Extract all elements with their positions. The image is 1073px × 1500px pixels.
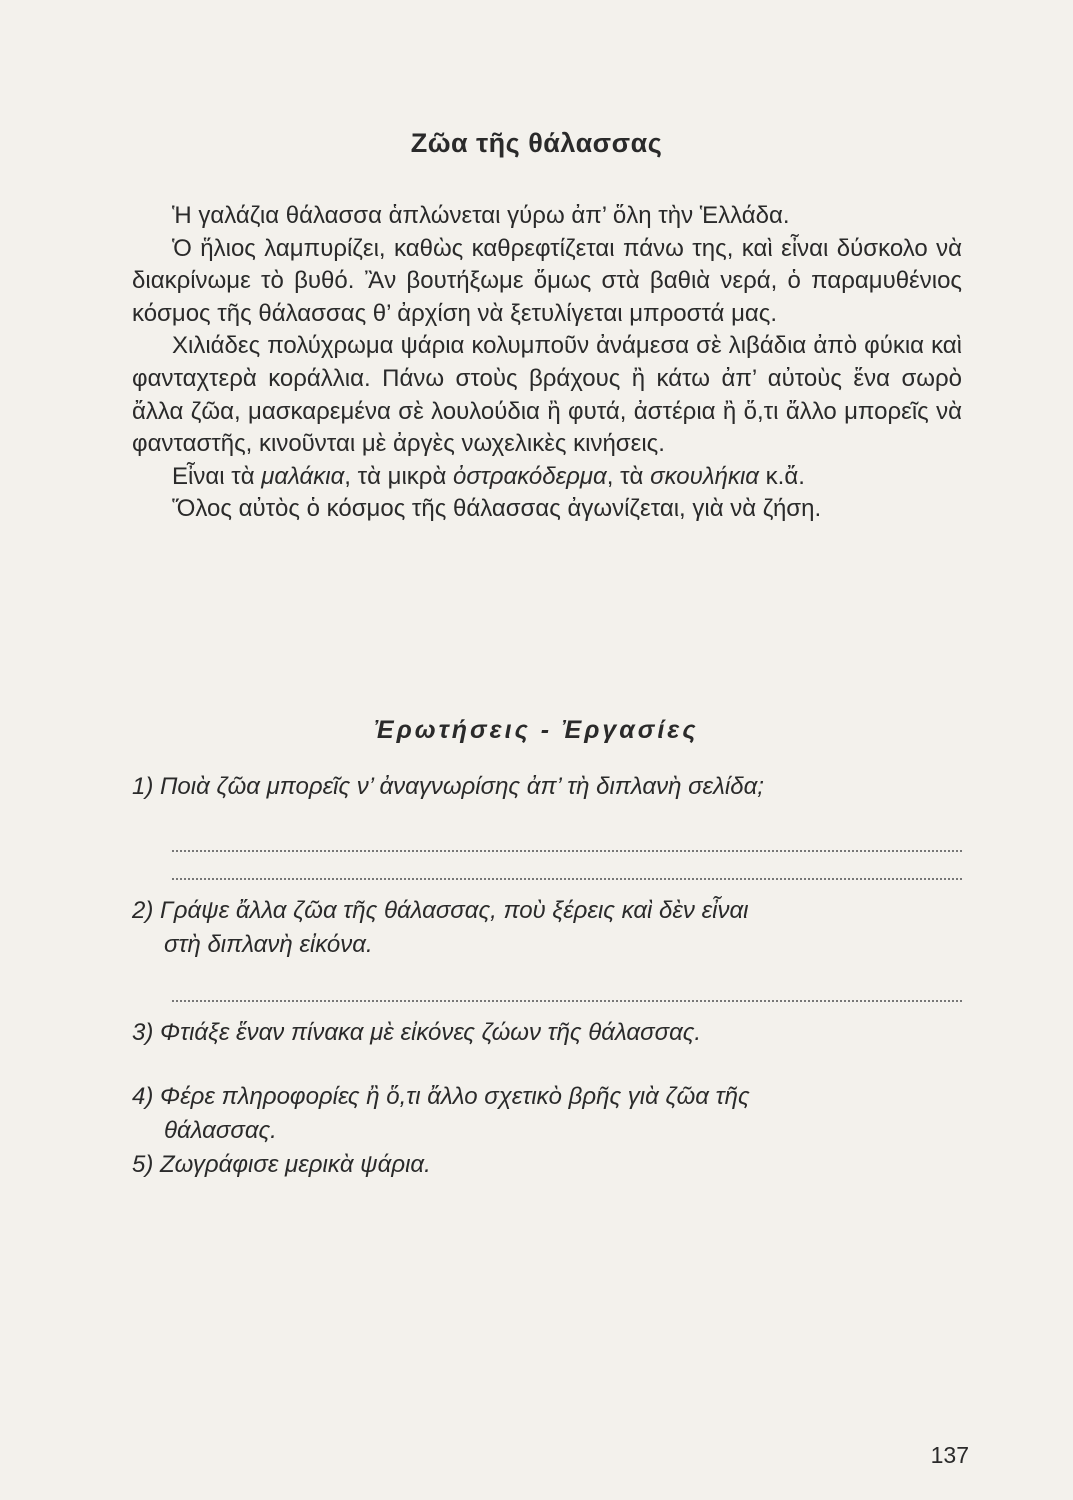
paragraph-3: Χιλιάδες πολύχρωμα ψάρια κολυμποῦν ἀνάμεσα σὲ λιβάδια ἀπὸ φύκια καὶ φανταχτερὰ κοράλλια. Πάνω στοὺς βράχους ἢ κάτω ἀπ’ αὐτοὺς ἕνα σωρὸ ἄλλα ζῶα, μασκαρεμένα σὲ λουλούδια ἢ φυτά, ἀστέρια ἢ ὅ,τι ἄλλο μπορεῖς νὰ φανταστῆς, κινοῦνται μὲ ἀργὲς νωχελικὲς κινήσεις.: [132, 332, 962, 458]
question-2: [132, 894, 962, 962]
question-text: Ποιὰ ζῶα μπορεῖς ν’ ἀναγνωρίσης ἀπ’ τὴ διπλανὴ σελίδα;: [160, 773, 764, 800]
reading-text: [132, 200, 962, 526]
paragraph-4-end: κ.ἄ.: [758, 462, 805, 490]
question-number: 1): [132, 773, 154, 800]
paragraph-2: Ὁ ἥλιος λαμπυρίζει, καθὼς καθρεφτίζεται πάνω της, καὶ εἶναι δύσκολο νὰ διακρίνωμε τὸ βυθό. Ἂν βουτήξωμε ὅμως στὰ βαθιὰ νερά, ὁ παραμυθένιος κόσμος τῆς θάλασσας θ’ ἀρχίση νὰ ξετυλίγεται μπροστά μας.: [132, 234, 962, 327]
paragraph-4-start: Εἶναι τὰ: [172, 462, 262, 490]
question-number: 5): [132, 1151, 154, 1178]
paragraph-4-mid-2: , τὰ: [606, 462, 651, 490]
question-text: Γράψε ἄλλα ζῶα τῆς θάλασσας, ποὺ ξέρεις καὶ δὲν εἶναι: [160, 897, 749, 924]
term-crustaceans: ὀστρακόδερμα: [452, 462, 607, 490]
answer-line[interactable]: [172, 998, 962, 1002]
question-text: Ζωγράφισε μερικὰ ψάρια.: [160, 1151, 431, 1178]
question-5: [132, 1148, 962, 1182]
term-molluscs: μαλάκια: [261, 462, 345, 490]
paragraph-1: Ἡ γαλάζια θάλασσα ἁπλώνεται γύρω ἀπ’ ὅλη τὴν Ἑλλάδα.: [172, 202, 790, 229]
exercise-list: [132, 770, 962, 1182]
answer-line[interactable]: [172, 848, 962, 852]
question-text: Φτιάξε ἕναν πίνακα μὲ εἰκόνες ζώων τῆς θάλασσας.: [160, 1019, 702, 1046]
question-4: [132, 1080, 962, 1148]
answer-line[interactable]: [172, 876, 962, 880]
question-number: 2): [132, 897, 154, 924]
question-number: 3): [132, 1019, 154, 1046]
question-text: Φέρε πληροφορίες ἢ ὅ,τι ἄλλο σχετικὸ βρῆς γιὰ ζῶα τῆς: [160, 1083, 750, 1110]
question-3: [132, 1016, 962, 1050]
page-number: 137: [930, 1442, 969, 1468]
question-number: 4): [132, 1083, 154, 1110]
paragraph-5: Ὅλος αὐτὸς ὁ κόσμος τῆς θάλασσας ἀγωνίζεται, γιὰ νὰ ζήση.: [172, 495, 822, 523]
question-1: [132, 770, 962, 804]
page-title: Ζῶα τῆς θάλασσας: [410, 128, 663, 158]
term-worms: σκουλήκια: [650, 462, 759, 490]
question-text-continued: θάλασσας.: [164, 1117, 277, 1144]
exercises-title: Ἐρωτήσεις - Ἐργασίες: [374, 716, 699, 744]
paragraph-4-mid-1: , τὰ μικρὰ: [344, 462, 453, 490]
question-text-continued: στὴ διπλανὴ εἰκόνα.: [164, 931, 373, 958]
paragraph-4: [132, 461, 962, 494]
